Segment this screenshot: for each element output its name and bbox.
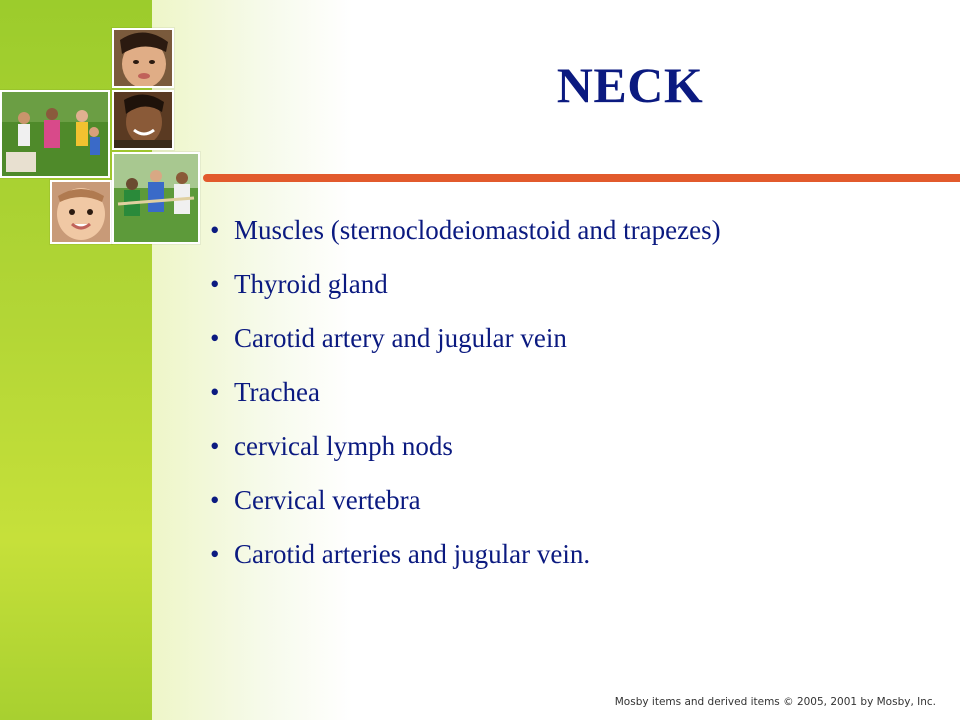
bullet-text: Carotid artery and jugular vein: [234, 323, 567, 353]
bullet-dot: •: [210, 269, 220, 299]
children-playing-photo: [0, 90, 110, 178]
smiling-woman-image: [114, 92, 172, 148]
toddler-face-photo: [112, 28, 174, 88]
bullet-item: [210, 532, 721, 586]
bullet-text: cervical lymph nods: [234, 431, 453, 461]
baby-face-image: [52, 182, 110, 242]
bullet-text: Trachea: [234, 377, 320, 407]
bullet-text: Muscles (sternoclodeiomastoid and trapezes): [234, 215, 721, 245]
title-divider: [203, 174, 960, 182]
bullet-item: [210, 370, 721, 424]
bullet-dot: •: [210, 539, 220, 569]
slide-title: NECK: [556, 57, 704, 113]
bullet-dot: •: [210, 485, 220, 515]
children-playing-image: [2, 92, 108, 176]
bullet-dot: •: [210, 215, 220, 245]
bullet-dot: •: [210, 323, 220, 353]
bullet-dot: •: [210, 431, 220, 461]
smiling-woman-photo: [112, 90, 174, 150]
bullet-item: [210, 316, 721, 370]
bullet-text: Cervical vertebra: [234, 485, 421, 515]
copyright-footer: Mosby items and derived items © 2005, 2001 by Mosby, Inc.: [614, 696, 936, 708]
bullet-item: [210, 262, 721, 316]
baby-face-photo: [50, 180, 112, 244]
toddler-face-image: [114, 30, 172, 86]
tug-of-war-image: [114, 154, 198, 242]
bullet-text: Thyroid gland: [234, 269, 388, 299]
tug-of-war-photo: [112, 152, 200, 244]
bullet-item: [210, 424, 721, 478]
bullet-text: Carotid arteries and jugular vein.: [234, 539, 591, 569]
bullet-list: [210, 208, 721, 586]
bullet-item: [210, 208, 721, 262]
bullet-dot: •: [210, 377, 220, 407]
bullet-item: [210, 478, 721, 532]
